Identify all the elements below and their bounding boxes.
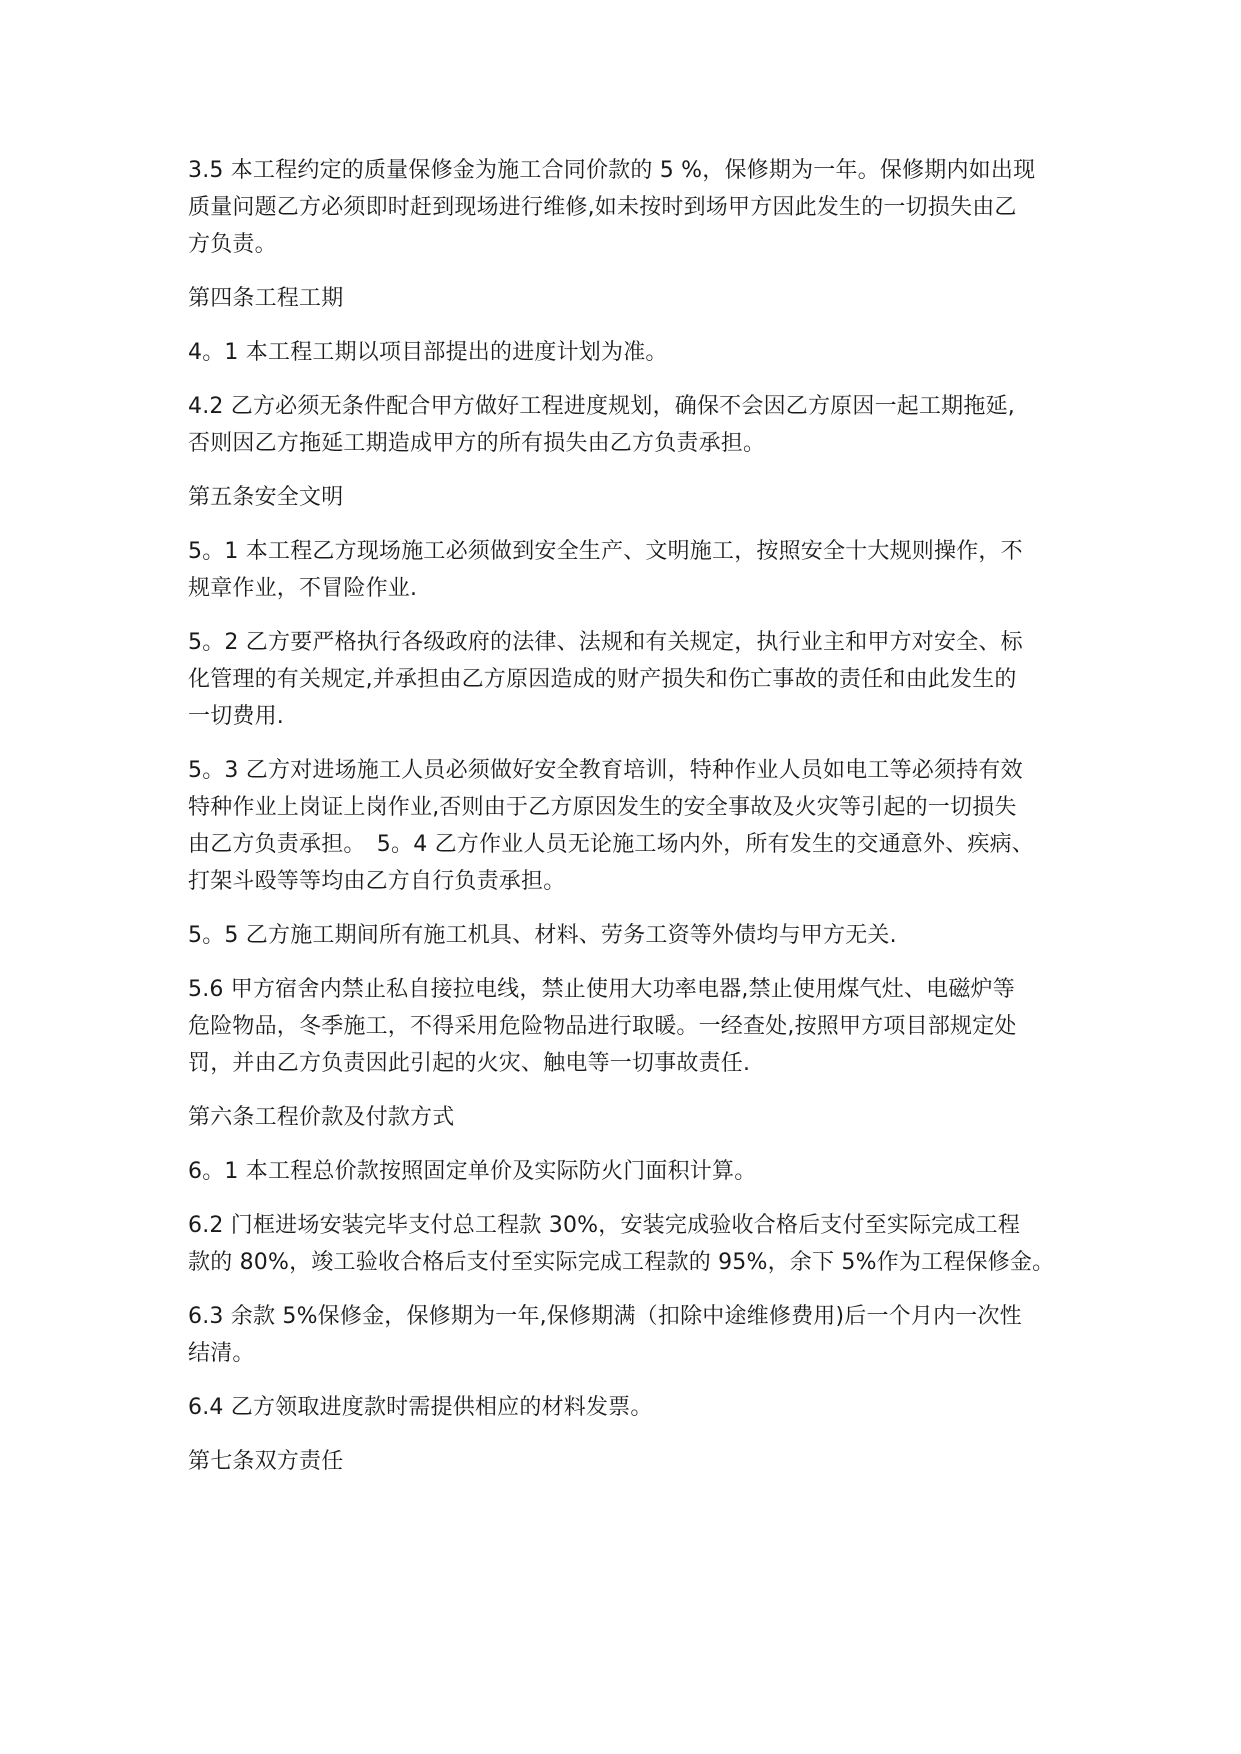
text-line: 5。3 乙方对进场施工人员必须做好安全教育培训，特种作业人员如电工等必须持有效: [188, 758, 1023, 783]
text-line: 5。1 本工程乙方现场施工必须做到安全生产、文明施工，按照安全十大规则操作，不: [188, 539, 1023, 564]
section-heading-5: [188, 479, 1078, 516]
clause-5-3: [188, 752, 1078, 900]
text-line: 款的 80%，竣工验收合格后支付至实际完成工程款的 95%，余下 5%作为工程保修金。: [188, 1250, 1055, 1275]
text-line: 特种作业上岗证上岗作业,否则由于乙方原因发生的安全事故及火灾等引起的一切损失: [188, 795, 1017, 820]
clause-4-1: [188, 334, 1078, 371]
clause-5-6: [188, 971, 1078, 1082]
clause-3-5: [188, 152, 1078, 263]
text-line: 5。2 乙方要严格执行各级政府的法律、法规和有关规定，执行业主和甲方对安全、标: [188, 630, 1023, 655]
text-line: 结清。: [188, 1341, 255, 1366]
text-line: 一切费用.: [188, 704, 284, 729]
heading-text: 第七条双方责任: [188, 1449, 344, 1474]
section-heading-7: [188, 1443, 1078, 1480]
clause-5-2: [188, 624, 1078, 735]
clause-6-4: [188, 1389, 1078, 1426]
text-line: 危险物品，冬季施工，不得采用危险物品进行取暖。一经查处,按照甲方项目部规定处: [188, 1014, 1017, 1039]
clause-6-1: [188, 1153, 1078, 1190]
heading-text: 第四条工程工期: [188, 286, 344, 311]
text-line: 6.4 乙方领取进度款时需提供相应的材料发票。: [188, 1395, 653, 1420]
text-line: 由乙方负责承担。 5。4 乙方作业人员无论施工场内外，所有发生的交通意外、疾病、: [188, 832, 1034, 857]
clause-4-2: [188, 388, 1078, 462]
text-line: 4。1 本工程工期以项目部提出的进度计划为准。: [188, 340, 668, 365]
text-line: 6.2 门框进场安装完毕支付总工程款 30%，安装完成验收合格后支付至实际完成工程: [188, 1213, 1021, 1238]
text-line: 4.2 乙方必须无条件配合甲方做好工程进度规划，确保不会因乙方原因一起工期拖延,: [188, 394, 1015, 419]
text-line: 罚，并由乙方负责因此引起的火灾、触电等一切事故责任.: [188, 1051, 751, 1076]
heading-text: 第六条工程价款及付款方式: [188, 1105, 455, 1130]
text-line: 6.3 余款 5%保修金，保修期为一年,保修期满（扣除中途维修费用)后一个月内一次性: [188, 1304, 1022, 1329]
document-page: [188, 152, 1078, 1497]
text-line: 规章作业，不冒险作业.: [188, 576, 418, 601]
text-line: 化管理的有关规定,并承担由乙方原因造成的财产损失和伤亡事故的责任和由此发生的: [188, 667, 1017, 692]
heading-text: 第五条安全文明: [188, 485, 344, 510]
clause-5-1: [188, 533, 1078, 607]
text-line: 5.6 甲方宿舍内禁止私自接拉电线，禁止使用大功率电器,禁止使用煤气灶、电磁炉等: [188, 977, 1015, 1002]
text-line: 3.5 本工程约定的质量保修金为施工合同价款的 5 %，保修期为一年。保修期内如出现: [188, 158, 1036, 183]
section-heading-6: [188, 1099, 1078, 1136]
text-line: 方负责。: [188, 232, 277, 257]
section-heading-4: [188, 280, 1078, 317]
clause-6-2: [188, 1207, 1078, 1281]
text-line: 打架斗殴等等均由乙方自行负责承担。: [188, 869, 566, 894]
clause-5-5: [188, 917, 1078, 954]
clause-6-3: [188, 1298, 1078, 1372]
text-line: 6。1 本工程总价款按照固定单价及实际防火门面积计算。: [188, 1159, 757, 1184]
text-line: 质量问题乙方必须即时赶到现场进行维修,如未按时到场甲方因此发生的一切损失由乙: [188, 195, 1017, 220]
text-line: 否则因乙方拖延工期造成甲方的所有损失由乙方负责承担。: [188, 431, 766, 456]
text-line: 5。5 乙方施工期间所有施工机具、材料、劳务工资等外债均与甲方无关.: [188, 923, 897, 948]
